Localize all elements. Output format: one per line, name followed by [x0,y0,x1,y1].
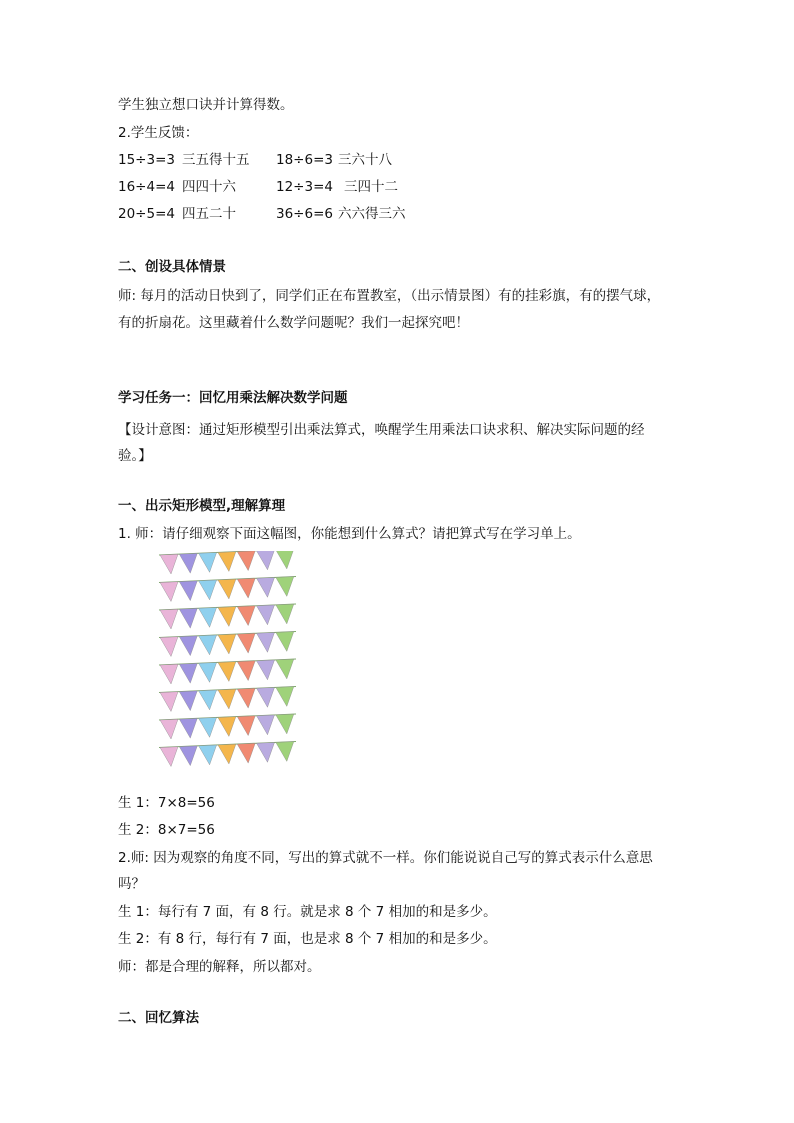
flag [237,688,255,708]
flag [160,582,178,602]
flag [276,632,294,652]
flag-row [159,659,296,684]
flag [179,608,197,628]
student-answer: 生 2：8×7=56 [118,822,215,838]
equation: 12÷3=4 [276,179,333,195]
rhyme: 三六十八 [338,152,392,168]
flag [160,664,178,684]
flag [160,747,178,767]
paragraph: 有的折扇花。这里藏着什么数学问题呢？我们一起探究吧！ [118,315,469,331]
equation: 20÷5=4 [118,206,175,222]
design-intent: 验。】 [118,448,152,464]
flag [179,691,197,711]
flag-row [159,742,296,767]
flag [179,553,197,573]
flag [237,606,255,626]
flag [218,552,236,572]
flag [237,633,255,653]
flag [257,687,275,707]
flag [218,744,236,764]
equation: 15÷3=3 [118,152,175,168]
flag [237,743,255,763]
flag [237,578,255,598]
flag [179,581,197,601]
flag [276,687,294,707]
flag [160,554,178,574]
flag [199,745,217,765]
flag [160,719,178,739]
flag [218,607,236,627]
equation: 36÷6=6 [276,206,333,222]
equation: 18÷6=3 [276,152,333,168]
flag-row [159,687,296,712]
flag [276,604,294,624]
flag [276,659,294,679]
rhyme: 三四十二 [344,179,398,195]
paragraph: 学生独立想口诀并计算得数。 [118,97,294,113]
equation: 16÷4=4 [118,179,175,195]
teacher-question: 吗？ [118,876,145,892]
flag-row [159,551,296,574]
flag [257,551,275,570]
flag [257,715,275,735]
flag-row [159,714,296,739]
flag [237,661,255,681]
rhyme: 四五二十 [182,206,236,222]
flag [257,605,275,625]
flag [237,551,255,571]
student-answer: 生 1：7×8=56 [118,795,215,811]
flag [160,609,178,629]
flag [199,635,217,655]
flag [160,692,178,712]
flag [218,634,236,654]
paragraph: 师: 每月的活动日快到了，同学们正在布置教室，（出示情景图）有的挂彩旗，有的摆气球， [118,288,661,304]
rhyme: 四四十六 [182,179,236,195]
flag [218,579,236,599]
flag [237,716,255,736]
flag [199,663,217,683]
section-heading: 一、出示矩形模型,理解算理 [118,498,286,514]
flag-row [159,632,296,657]
section-heading: 二、创设具体情景 [118,259,226,275]
flag-row [159,577,296,602]
flag [276,551,294,569]
flag [257,742,275,762]
flag [179,718,197,738]
teacher-comment: 师：都是合理的解释，所以都对。 [118,959,321,975]
flag [160,637,178,657]
flag [179,663,197,683]
student-answer: 生 1：每行有 7 面，有 8 行。就是求 8 个 7 相加的和是多少。 [118,904,497,920]
flag [218,662,236,682]
flag [276,577,294,597]
student-answer: 生 2：有 8 行，每行有 7 面，也是求 8 个 7 相加的和是多少。 [118,931,497,947]
flag [199,580,217,600]
flag [179,746,197,766]
bunting-flags-illustration [158,551,298,777]
flag [179,636,197,656]
flag [199,553,217,573]
flag-row [159,604,296,629]
flag [276,742,294,762]
flag [199,690,217,710]
flag [257,632,275,652]
flag [276,714,294,734]
paragraph: 2.学生反馈： [118,125,199,141]
rhyme: 六六得三六 [338,206,406,222]
flag [218,717,236,737]
flag [257,660,275,680]
flag [199,718,217,738]
section-heading: 二、回忆算法 [118,1010,199,1026]
flag [199,608,217,628]
teacher-question: 1. 师：请仔细观察下面这幅图，你能想到什么算式？请把算式写在学习单上。 [118,526,581,542]
rhyme: 三五得十五 [182,152,250,168]
flag [257,577,275,597]
design-intent: 【设计意图：通过矩形模型引出乘法算式，唤醒学生用乘法口诀求积、解决实际问题的经 [118,422,645,438]
task-heading: 学习任务一：回忆用乘法解决数学问题 [118,390,348,406]
flag [218,689,236,709]
teacher-question: 2.师: 因为观察的角度不同，写出的算式就不一样。你们能说说自己写的算式表示什么意思 [118,850,653,866]
